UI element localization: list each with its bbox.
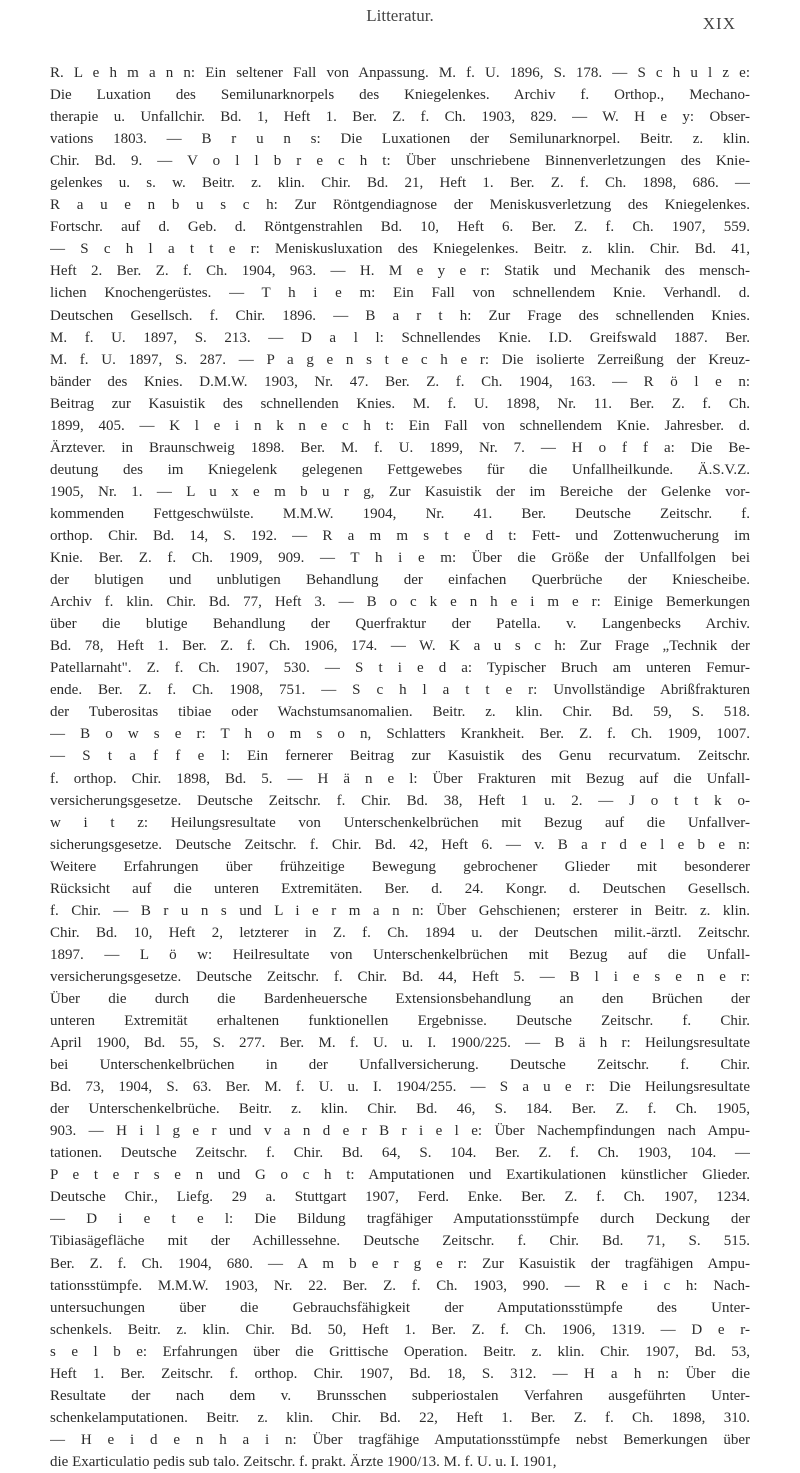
text-line: der Unterschenkelbrüche. Beitr. z. klin. Chir. Bd. 46, S. 184. Ber. Z. f. Ch. 1905, — [50, 1101, 750, 1118]
text-line: Weitere Erfahrungen über frühzeitige Bewegung gebrochener Glieder mit besonderer — [50, 858, 750, 875]
text-line: Knie. Ber. Z. f. Ch. 1909, 909. — T h i e m: Über die Größe der Unfallfolgen bei — [50, 550, 750, 567]
bibliography-text — [50, 62, 750, 1473]
text-line: Ber. Z. f. Ch. 1904, 680. — A m b e r g e r: Zur Kasuistik der tragfähigen Ampu- — [50, 1255, 750, 1272]
text-line: — D i e t e l: Die Bildung tragfähiger Amputationsstümpfe durch Deckung der — [50, 1211, 750, 1228]
page-number: XIX — [702, 14, 736, 33]
text-line: — B o w s e r: T h o m s o n, Schlatters Krankheit. Ber. Z. f. Ch. 1909, 1007. — [50, 726, 750, 743]
text-line: über die blutige Behandlung der Querfraktur der Patella. v. Langenbecks Archiv. — [50, 616, 750, 633]
text-line: ende. Ber. Z. f. Ch. 1908, 751. — S c h l a t t e r: Unvollständige Abrißfrakturen — [50, 682, 750, 699]
text-line: tationsstümpfe. M.M.W. 1903, Nr. 22. Ber. Z. f. Ch. 1903, 990. — R e i c h: Nach- — [50, 1277, 750, 1294]
text-line: Über die durch die Bardenheuersche Extensionsbehandlung an den Brüchen der — [50, 990, 750, 1007]
text-line: therapie u. Unfallchir. Bd. 1, Heft 1. Ber. Z. f. Ch. 1903, 829. — W. H e y: Obser- — [50, 109, 750, 126]
text-line: Rücksicht auf die unteren Extremitäten. Ber. d. 24. Kongr. d. Deutschen Gesellsch. — [50, 880, 750, 897]
text-line: April 1900, Bd. 55, S. 277. Ber. M. f. U. u. I. 1900/225. — B ä h r: Heilungsresultate — [50, 1035, 750, 1052]
text-line: versicherungsgesetze. Deutsche Zeitschr. f. Chir. Bd. 44, Heft 5. — B l i e s e n e r: — [50, 968, 750, 985]
text-line: Deutschen Gesellsch. f. Chir. 1896. — B a r t h: Zur Frage des schnellenden Knies. — [50, 307, 750, 324]
text-line: 1905, Nr. 1. — L u x e m b u r g, Zur Kasuistik der im Bereiche der Gelenke vor- — [50, 483, 750, 500]
text-line: Ärztever. in Braunschweig 1898. Ber. M. f. U. 1899, Nr. 7. — H o f f a: Die Be- — [50, 439, 750, 456]
text-line: vations 1803. — B r u n s: Die Luxationen der Semilunarknorpel. Beitr. z. klin. — [50, 131, 750, 148]
text-line: M. f. U. 1897, S. 287. — P a g e n s t e c h e r: Die isolierte Zerreißung der Kreuz- — [50, 351, 750, 368]
text-line: Deutsche Chir., Liefg. 29 a. Stuttgart 1907, Ferd. Enke. Ber. Z. f. Ch. 1907, 1234. — [50, 1189, 750, 1206]
text-line: Archiv f. klin. Chir. Bd. 77, Heft 3. — B o c k e n h e i m e r: Einige Bemerkungen — [50, 594, 750, 611]
text-line: die Exarticulatio pedis sub talo. Zeitschr. f. prakt. Ärzte 1900/13. M. f. U. u. I. 1901, — [50, 1453, 557, 1470]
text-line: — H e i d e n h a i n: Über tragfähige Amputationsstümpfe nebst Bemerkungen über — [50, 1431, 750, 1448]
text-line: orthop. Chir. Bd. 14, S. 192. — R a m m s t e d t: Fett- und Zottenwucherung im — [50, 527, 750, 544]
text-line: Beitrag zur Kasuistik des schnellenden Knies. M. f. U. 1898, Nr. 11. Ber. Z. f. Ch. — [50, 395, 750, 412]
text-line: Heft 2. Ber. Z. f. Ch. 1904, 963. — H. M e y e r: Statik und Mechanik des mensch- — [50, 263, 750, 280]
text-line: unteren Extremität erhaltenen funktionellen Ergebnisse. Deutsche Zeitschr. f. Chir. — [50, 1013, 750, 1030]
text-line: Chir. Bd. 10, Heft 2, letzterer in Z. f. Ch. 1894 u. der Deutschen milit.-ärztl. Zeitschr. — [50, 924, 750, 941]
text-line: Die Luxation des Semilunarknorpels des Kniegelenkes. Archiv f. Orthop., Mechano- — [50, 87, 750, 104]
text-line: R. L e h m a n n: Ein seltener Fall von Anpassung. M. f. U. 1896, S. 178. — S c h u l z e: — [50, 65, 750, 81]
text-line: lichen Knochengerüstes. — T h i e m: Ein Fall von schnellendem Knie. Verhandl. d. — [50, 285, 750, 302]
text-line: — S c h l a t t e r: Meniskusluxation des Kniegelenkes. Beitr. z. klin. Chir. Bd. 41, — [50, 241, 750, 258]
text-line: 1899, 405. — K l e i n k n e c h t: Ein Fall von schnellendem Knie. Jahresber. d. — [50, 417, 750, 434]
running-title: Litteratur. — [366, 6, 434, 25]
text-line: Bd. 73, 1904, S. 63. Ber. M. f. U. u. I. 1904/255. — S a u e r: Die Heilungsresultate — [50, 1079, 750, 1096]
text-line: R a u e n b u s c h: Zur Röntgendiagnose der Meniskusverletzung des Kniegelenkes. — [50, 197, 750, 214]
text-line: der Tuberositas tibiae oder Wachstumsanomalien. Beitr. z. klin. Chir. Bd. 59, S. 518. — [50, 704, 750, 721]
text-line: gelenkes u. s. w. Beitr. z. klin. Chir. Bd. 21, Heft 1. Ber. Z. f. Ch. 1898, 686. — — [50, 175, 750, 192]
text-line: w i t z: Heilungsresultate von Unterschenkelbrüchen mit Bezug auf die Unfallver- — [50, 814, 750, 831]
text-line: — S t a f f e l: Ein fernerer Beitrag zur Kasuistik des Genu recurvatum. Zeitschr. — [50, 748, 750, 765]
text-line: schenkelamputationen. Beitr. z. klin. Chir. Bd. 22, Heft 1. Ber. Z. f. Ch. 1898, 310. — [50, 1409, 750, 1426]
text-line: M. f. U. 1897, S. 213. — D a l l: Schnellendes Knie. I.D. Greifswald 1887. Ber. — [50, 329, 750, 346]
text-line: sicherungsgesetze. Deutsche Zeitschr. f. Chir. Bd. 42, Heft 6. — v. B a r d e l e b e n: — [50, 836, 750, 853]
text-line: der blutigen und unblutigen Behandlung der einfachen Querbrüche der Kniescheibe. — [50, 572, 750, 589]
text-line: untersuchungen über die Gebrauchsfähigkeit der Amputationsstümpfe des Unter- — [50, 1299, 750, 1316]
text-line: 903. — H i l g e r und v a n d e r B r i e l e: Über Nachempfindungen nach Ampu- — [50, 1123, 750, 1140]
text-line: bänder des Knies. D.M.W. 1903, Nr. 47. Ber. Z. f. Ch. 1904, 163. — R ö l e n: — [50, 373, 750, 390]
text-line: f. Chir. — B r u n s und L i e r m a n n: Über Gehschienen; ersterer in Beitr. z. klin. — [50, 902, 750, 919]
text-line: P e t e r s e n und G o c h t: Amputationen und Exartikulationen künstlicher Glieder. — [50, 1167, 750, 1184]
text-line: Patellarnaht". Z. f. Ch. 1907, 530. — S t i e d a: Typischer Bruch am unteren Femur- — [50, 660, 750, 677]
text-line: f. orthop. Chir. 1898, Bd. 5. — H ä n e l: Über Frakturen mit Bezug auf die Unfall- — [50, 770, 750, 787]
text-line: Fortschr. auf d. Geb. d. Röntgenstrahlen Bd. 10, Heft 6. Ber. Z. f. Ch. 1907, 559. — [50, 219, 750, 236]
text-line: 1897. — L ö w: Heilresultate von Unterschenkelbrüchen mit Bezug auf die Unfall- — [50, 946, 750, 963]
text-line: Tibiasägefläche mit der Achillessehne. Deutsche Zeitschr. f. Chir. Bd. 71, S. 515. — [50, 1233, 750, 1250]
text-line: Resultate der nach dem v. Brunsschen subperiostalen Verfahren ausgeführten Unter- — [50, 1387, 750, 1404]
text-line: bei Unterschenkelbrüchen in der Unfallversicherung. Deutsche Zeitschr. f. Chir. — [50, 1057, 750, 1074]
text-line: deutung des im Kniegelenk gelegenen Fettgewebes für die Unfallheilkunde. Ä.S.V.Z. — [50, 461, 750, 478]
text-line: versicherungsgesetze. Deutsche Zeitschr. f. Chir. Bd. 38, Heft 1 u. 2. — J o t t k o- — [50, 792, 750, 809]
text-line: Bd. 78, Heft 1. Ber. Z. f. Ch. 1906, 174. — W. K a u s c h: Zur Frage „Technik der — [50, 638, 750, 655]
text-line: schenkels. Beitr. z. klin. Chir. Bd. 50, Heft 1. Ber. Z. f. Ch. 1906, 1319. — D e r- — [50, 1321, 750, 1338]
text-line: kommenden Fettgeschwülste. M.M.W. 1904, Nr. 41. Ber. Deutsche Zeitschr. f. — [50, 505, 750, 522]
text-line: Chir. Bd. 9. — V o l l b r e c h t: Über unschriebene Binnenverletzungen des Knie- — [50, 153, 750, 170]
text-line: tationen. Deutsche Zeitschr. f. Chir. Bd. 64, S. 104. Ber. Z. f. Ch. 1903, 104. — — [50, 1145, 750, 1162]
text-line: Heft 1. Ber. Zeitschr. f. orthop. Chir. 1907, Bd. 18, S. 312. — H a h n: Über die — [50, 1365, 750, 1382]
text-line: s e l b e: Erfahrungen über die Grittische Operation. Beitr. z. klin. Chir. 1907, Bd. 53, — [50, 1343, 750, 1360]
